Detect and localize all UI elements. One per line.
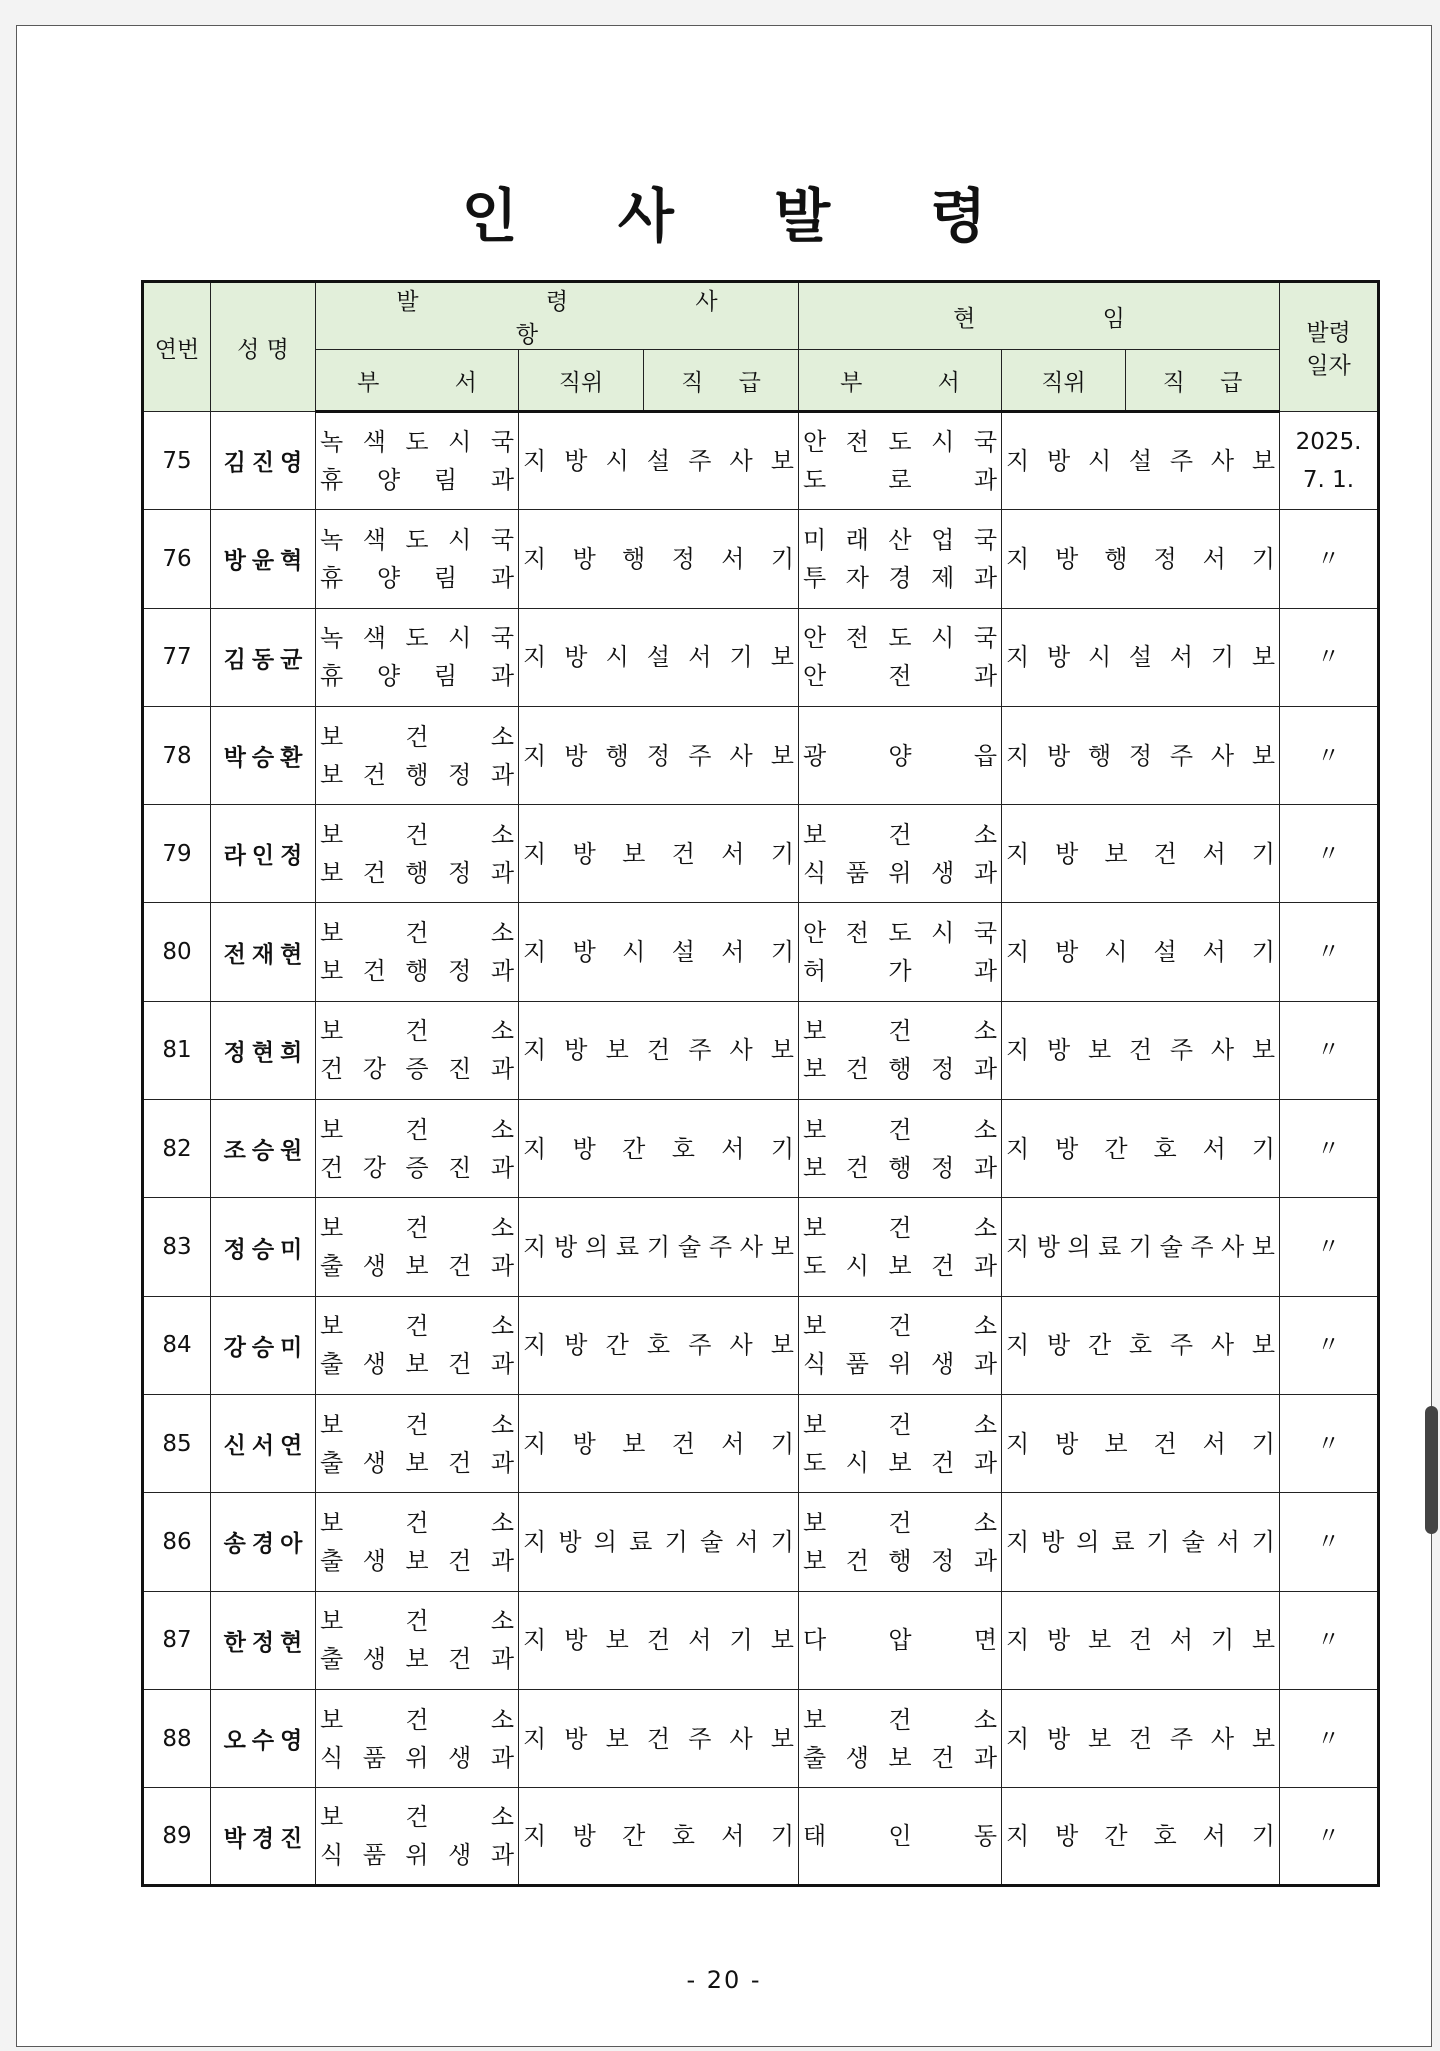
new-grade: 지 방 행 정 서 기 bbox=[523, 544, 794, 573]
cur-dept-cell bbox=[799, 1001, 1002, 1099]
cur-grade: 지 방 시 설 서 기 bbox=[1006, 938, 1275, 967]
cur-grade-cell bbox=[1002, 903, 1280, 1001]
header-cur-dept: 부 서 bbox=[799, 350, 1002, 412]
table-row bbox=[143, 510, 1379, 608]
ditto-mark: 〃 bbox=[1317, 1135, 1341, 1162]
cur-dept-line2: 보 건 행 정 과 bbox=[803, 1055, 998, 1084]
header-current: 현 임 bbox=[799, 282, 1280, 350]
new-grade-cell bbox=[519, 1001, 799, 1099]
order-date bbox=[1280, 1296, 1379, 1394]
cur-dept-line2: 도 로 과 bbox=[803, 466, 998, 495]
table-row bbox=[143, 1788, 1379, 1886]
new-grade-cell bbox=[519, 1296, 799, 1394]
page-title: 인 사 발 령 bbox=[461, 182, 1027, 250]
person-name: 정승미 bbox=[211, 1198, 316, 1296]
cur-dept-line2: 허 가 과 bbox=[803, 957, 998, 986]
new-dept-line1: 보 건 소 bbox=[320, 1214, 514, 1243]
ditto-mark: 〃 bbox=[1317, 1332, 1341, 1359]
new-grade: 지 방 시 설 서 기 보 bbox=[523, 643, 794, 672]
cur-dept-cell bbox=[799, 1788, 1002, 1886]
cur-grade: 지 방 보 건 서 기 bbox=[1006, 1429, 1275, 1458]
row-number: 84 bbox=[143, 1296, 211, 1394]
ditto-mark: 〃 bbox=[1317, 1430, 1341, 1457]
ditto-mark: 〃 bbox=[1317, 1037, 1341, 1064]
cur-grade: 지 방 간 호 주 사 보 bbox=[1006, 1331, 1276, 1360]
new-grade-cell bbox=[519, 1100, 799, 1198]
cur-dept-line1: 보 건 소 bbox=[803, 1508, 998, 1537]
new-grade: 지 방 간 호 주 사 보 bbox=[523, 1331, 794, 1360]
page-number: - 20 - bbox=[686, 1966, 762, 1994]
new-grade: 지 방 간 호 서 기 bbox=[523, 1822, 794, 1851]
ditto-mark: 〃 bbox=[1317, 1234, 1341, 1261]
cur-dept-cell bbox=[799, 1198, 1002, 1296]
cur-dept-line1: 다 압 면 bbox=[803, 1626, 998, 1655]
row-number: 88 bbox=[143, 1689, 211, 1787]
table-row bbox=[143, 1493, 1379, 1591]
header-new-dept: 부 서 bbox=[316, 350, 519, 412]
new-grade: 지 방 시 설 주 사 보 bbox=[523, 447, 794, 476]
table-row bbox=[143, 608, 1379, 706]
row-number: 76 bbox=[143, 510, 211, 608]
new-grade-cell bbox=[519, 1493, 799, 1591]
row-number: 77 bbox=[143, 608, 211, 706]
new-dept-line2: 출 생 보 건 과 bbox=[320, 1252, 514, 1281]
table-row bbox=[143, 412, 1379, 510]
new-dept-line2: 출 생 보 건 과 bbox=[320, 1448, 514, 1477]
cur-grade-cell bbox=[1002, 1198, 1280, 1296]
new-dept-cell bbox=[316, 706, 519, 804]
personnel-order-table bbox=[141, 280, 1380, 1887]
row-number: 87 bbox=[143, 1591, 211, 1689]
ditto-mark: 〃 bbox=[1317, 545, 1341, 572]
cur-grade-cell bbox=[1002, 1591, 1280, 1689]
cur-dept-cell bbox=[799, 608, 1002, 706]
cur-dept-cell bbox=[799, 1493, 1002, 1591]
order-date bbox=[1280, 1788, 1379, 1886]
ditto-mark: 〃 bbox=[1317, 1725, 1341, 1752]
new-dept-line2: 보 건 행 정 과 bbox=[320, 858, 514, 887]
new-grade-cell bbox=[519, 805, 799, 903]
row-number: 82 bbox=[143, 1100, 211, 1198]
person-name: 신서연 bbox=[211, 1394, 316, 1492]
cur-dept-line1: 보 건 소 bbox=[803, 1115, 998, 1144]
cur-dept-line1: 보 건 소 bbox=[803, 820, 998, 849]
new-dept-line2: 출 생 보 건 과 bbox=[320, 1546, 514, 1575]
ditto-mark: 〃 bbox=[1317, 1528, 1341, 1555]
cur-grade-cell bbox=[1002, 1493, 1280, 1591]
new-grade-cell bbox=[519, 1788, 799, 1886]
table-row bbox=[143, 903, 1379, 1001]
date-line2: 7. 1. bbox=[1302, 466, 1355, 493]
table-row bbox=[143, 1394, 1379, 1492]
new-dept-line2: 보 건 행 정 과 bbox=[320, 957, 514, 986]
header-cur-position: 직위 bbox=[1002, 350, 1126, 412]
new-grade-cell bbox=[519, 1198, 799, 1296]
new-grade: 지 방 보 건 서 기 bbox=[523, 1429, 794, 1458]
order-date bbox=[1280, 805, 1379, 903]
new-dept-line2: 휴 양 림 과 bbox=[320, 662, 514, 691]
new-grade: 지 방 보 건 서 기 bbox=[523, 839, 794, 868]
cur-dept-line1: 보 건 소 bbox=[803, 1705, 998, 1734]
new-dept-cell bbox=[316, 1100, 519, 1198]
header-cur-grade: 직 급 bbox=[1126, 350, 1280, 412]
order-date bbox=[1280, 903, 1379, 1001]
order-date bbox=[1280, 1493, 1379, 1591]
order-date bbox=[1280, 1198, 1379, 1296]
cur-grade: 지 방 행 정 서 기 bbox=[1006, 544, 1275, 573]
cur-grade-cell bbox=[1002, 412, 1280, 510]
new-grade-cell bbox=[519, 1591, 799, 1689]
new-grade: 지 방 시 설 서 기 bbox=[523, 938, 794, 967]
ditto-mark: 〃 bbox=[1317, 939, 1341, 966]
ditto-mark: 〃 bbox=[1317, 1627, 1341, 1654]
new-dept-line2: 식 품 위 생 과 bbox=[320, 1841, 514, 1870]
order-date bbox=[1280, 1100, 1379, 1198]
person-name: 송경아 bbox=[211, 1493, 316, 1591]
person-name: 오수영 bbox=[211, 1689, 316, 1787]
row-number: 75 bbox=[143, 412, 211, 510]
order-date bbox=[1280, 608, 1379, 706]
person-name: 박승환 bbox=[211, 706, 316, 804]
person-name: 정현희 bbox=[211, 1001, 316, 1099]
new-grade: 지 방 간 호 서 기 bbox=[523, 1134, 794, 1163]
order-date bbox=[1280, 1689, 1379, 1787]
new-dept-line2: 건 강 증 진 과 bbox=[320, 1153, 514, 1182]
header-date-line2: 일자 bbox=[1306, 353, 1351, 379]
new-grade-cell bbox=[519, 1394, 799, 1492]
order-date bbox=[1280, 510, 1379, 608]
order-date bbox=[1280, 706, 1379, 804]
new-dept-line1: 보 건 소 bbox=[320, 1312, 514, 1341]
cur-grade: 지 방 행 정 주 사 보 bbox=[1006, 741, 1276, 770]
new-dept-cell bbox=[316, 412, 519, 510]
person-name: 박경진 bbox=[211, 1788, 316, 1886]
table-row bbox=[143, 1001, 1379, 1099]
person-name: 한정현 bbox=[211, 1591, 316, 1689]
row-number: 85 bbox=[143, 1394, 211, 1492]
cur-dept-cell bbox=[799, 1100, 1002, 1198]
row-number: 81 bbox=[143, 1001, 211, 1099]
cur-dept-line1: 안 전 도 시 국 bbox=[803, 919, 998, 948]
header-no: 연번 bbox=[143, 282, 211, 412]
new-dept-line1: 보 건 소 bbox=[320, 1705, 514, 1734]
table-row bbox=[143, 706, 1379, 804]
order-date bbox=[1280, 1394, 1379, 1492]
ditto-mark: 〃 bbox=[1317, 644, 1341, 671]
person-name: 김진영 bbox=[211, 412, 316, 510]
cur-dept-line2: 투 자 경 제 과 bbox=[803, 563, 998, 592]
new-dept-line2: 건 강 증 진 과 bbox=[320, 1055, 514, 1084]
cur-grade-cell bbox=[1002, 706, 1280, 804]
order-date bbox=[1280, 1591, 1379, 1689]
cur-grade-cell bbox=[1002, 1100, 1280, 1198]
cur-dept-line1: 보 건 소 bbox=[803, 1312, 998, 1341]
cur-grade: 지 방 간 호 서 기 bbox=[1006, 1134, 1275, 1163]
new-grade-cell bbox=[519, 510, 799, 608]
row-number: 86 bbox=[143, 1493, 211, 1591]
new-grade: 지 방 의 료 기 술 서 기 bbox=[523, 1527, 794, 1556]
cur-dept-line1: 보 건 소 bbox=[803, 1017, 998, 1046]
new-dept-line1: 보 건 소 bbox=[320, 1017, 514, 1046]
cur-dept-line2: 보 건 행 정 과 bbox=[803, 1153, 998, 1182]
new-dept-line2: 보 건 행 정 과 bbox=[320, 760, 514, 789]
cur-dept-cell bbox=[799, 903, 1002, 1001]
table-row bbox=[143, 1296, 1379, 1394]
cur-dept-line1: 광 양 읍 bbox=[803, 741, 998, 770]
cur-dept-line2: 안 전 과 bbox=[803, 662, 998, 691]
new-dept-line1: 보 건 소 bbox=[320, 1115, 514, 1144]
new-grade-cell bbox=[519, 608, 799, 706]
scrollbar-thumb[interactable] bbox=[1425, 1406, 1438, 1534]
new-grade: 지 방 의 료 기 술 주 사 보 bbox=[523, 1233, 794, 1262]
header-new-grade: 직 급 bbox=[644, 350, 799, 412]
cur-grade-cell bbox=[1002, 1001, 1280, 1099]
new-dept-cell bbox=[316, 1394, 519, 1492]
date-line1: 2025. bbox=[1295, 428, 1362, 455]
new-dept-line2: 휴 양 림 과 bbox=[320, 563, 514, 592]
ditto-mark: 〃 bbox=[1317, 742, 1341, 769]
new-dept-line1: 보 건 소 bbox=[320, 919, 514, 948]
cur-grade: 지 방 시 설 서 기 보 bbox=[1006, 643, 1276, 672]
ditto-mark: 〃 bbox=[1317, 1823, 1341, 1850]
cur-grade-cell bbox=[1002, 805, 1280, 903]
cur-dept-line2: 식 품 위 생 과 bbox=[803, 858, 998, 887]
row-number: 78 bbox=[143, 706, 211, 804]
new-grade-cell bbox=[519, 1689, 799, 1787]
cur-grade: 지 방 의 료 기 술 주 사 보 bbox=[1006, 1233, 1275, 1262]
cur-grade-cell bbox=[1002, 608, 1280, 706]
new-dept-cell bbox=[316, 805, 519, 903]
table-row bbox=[143, 1100, 1379, 1198]
cur-grade: 지 방 보 건 주 사 보 bbox=[1006, 1724, 1276, 1753]
cur-grade: 지 방 시 설 주 사 보 bbox=[1006, 447, 1276, 476]
cur-grade: 지 방 보 건 서 기 bbox=[1006, 839, 1275, 868]
new-dept-cell bbox=[316, 608, 519, 706]
new-grade: 지 방 보 건 서 기 보 bbox=[523, 1626, 794, 1655]
cur-dept-cell bbox=[799, 706, 1002, 804]
new-dept-line1: 녹 색 도 시 국 bbox=[320, 525, 514, 554]
cur-dept-cell bbox=[799, 1394, 1002, 1492]
cur-dept-line2: 출 생 보 건 과 bbox=[803, 1743, 998, 1772]
person-name: 방윤혁 bbox=[211, 510, 316, 608]
ditto-mark: 〃 bbox=[1317, 840, 1341, 867]
new-dept-line2: 휴 양 림 과 bbox=[320, 466, 514, 495]
cur-grade: 지 방 간 호 서 기 bbox=[1006, 1822, 1275, 1851]
person-name: 강승미 bbox=[211, 1296, 316, 1394]
row-number: 79 bbox=[143, 805, 211, 903]
person-name: 라인정 bbox=[211, 805, 316, 903]
new-dept-cell bbox=[316, 903, 519, 1001]
cur-dept-cell bbox=[799, 510, 1002, 608]
new-dept-line1: 보 건 소 bbox=[320, 1607, 514, 1636]
new-dept-line1: 녹 색 도 시 국 bbox=[320, 428, 514, 457]
person-name: 김동균 bbox=[211, 608, 316, 706]
cur-dept-line1: 안 전 도 시 국 bbox=[803, 428, 998, 457]
row-number: 89 bbox=[143, 1788, 211, 1886]
new-dept-cell bbox=[316, 1788, 519, 1886]
cur-dept-line2: 식 품 위 생 과 bbox=[803, 1350, 998, 1379]
new-dept-cell bbox=[316, 1591, 519, 1689]
cur-grade-cell bbox=[1002, 1689, 1280, 1787]
new-dept-cell bbox=[316, 1493, 519, 1591]
header-order: 발 령 사 항 bbox=[316, 282, 799, 350]
new-grade-cell bbox=[519, 412, 799, 510]
new-dept-line2: 출 생 보 건 과 bbox=[320, 1350, 514, 1379]
new-dept-line2: 출 생 보 건 과 bbox=[320, 1645, 514, 1674]
cur-dept-line2: 도 시 보 건 과 bbox=[803, 1252, 998, 1281]
person-name: 전재현 bbox=[211, 903, 316, 1001]
cur-dept-line1: 보 건 소 bbox=[803, 1410, 998, 1439]
new-grade: 지 방 보 건 주 사 보 bbox=[523, 1036, 794, 1065]
new-dept-cell bbox=[316, 1001, 519, 1099]
header-new-position: 직위 bbox=[519, 350, 644, 412]
new-dept-cell bbox=[316, 1198, 519, 1296]
person-name: 조승원 bbox=[211, 1100, 316, 1198]
cur-grade-cell bbox=[1002, 510, 1280, 608]
new-dept-line1: 녹 색 도 시 국 bbox=[320, 624, 514, 653]
new-dept-line1: 보 건 소 bbox=[320, 722, 514, 751]
header-name: 성 명 bbox=[211, 282, 316, 412]
new-dept-line1: 보 건 소 bbox=[320, 1410, 514, 1439]
cur-grade: 지 방 의 료 기 술 서 기 bbox=[1006, 1527, 1275, 1556]
cur-dept-line1: 태 인 동 bbox=[803, 1822, 998, 1851]
document-page bbox=[16, 25, 1432, 2047]
cur-dept-cell bbox=[799, 1591, 1002, 1689]
new-grade: 지 방 보 건 주 사 보 bbox=[523, 1724, 794, 1753]
new-dept-cell bbox=[316, 1689, 519, 1787]
cur-dept-line2: 보 건 행 정 과 bbox=[803, 1546, 998, 1575]
cur-grade-cell bbox=[1002, 1296, 1280, 1394]
cur-dept-cell bbox=[799, 1296, 1002, 1394]
row-number: 83 bbox=[143, 1198, 211, 1296]
new-dept-cell bbox=[316, 510, 519, 608]
new-dept-line1: 보 건 소 bbox=[320, 1803, 514, 1832]
cur-grade: 지 방 보 건 서 기 보 bbox=[1006, 1626, 1276, 1655]
cur-grade-cell bbox=[1002, 1394, 1280, 1492]
cur-dept-line1: 미 래 산 업 국 bbox=[803, 525, 998, 554]
order-date bbox=[1280, 412, 1379, 510]
new-grade: 지 방 행 정 주 사 보 bbox=[523, 741, 794, 770]
header-date bbox=[1280, 282, 1379, 412]
new-dept-line1: 보 건 소 bbox=[320, 1508, 514, 1537]
cur-dept-line2: 도 시 보 건 과 bbox=[803, 1448, 998, 1477]
table-row bbox=[143, 805, 1379, 903]
new-dept-cell bbox=[316, 1296, 519, 1394]
new-grade-cell bbox=[519, 903, 799, 1001]
cur-grade: 지 방 보 건 주 사 보 bbox=[1006, 1036, 1276, 1065]
table-row bbox=[143, 1689, 1379, 1787]
new-dept-line1: 보 건 소 bbox=[320, 820, 514, 849]
cur-dept-line1: 안 전 도 시 국 bbox=[803, 624, 998, 653]
cur-grade-cell bbox=[1002, 1788, 1280, 1886]
table-row bbox=[143, 1591, 1379, 1689]
cur-dept-cell bbox=[799, 805, 1002, 903]
header-date-line1: 발령 bbox=[1306, 320, 1351, 346]
order-date bbox=[1280, 1001, 1379, 1099]
cur-dept-cell bbox=[799, 1689, 1002, 1787]
cur-dept-cell bbox=[799, 412, 1002, 510]
cur-dept-line1: 보 건 소 bbox=[803, 1214, 998, 1243]
table-row bbox=[143, 1198, 1379, 1296]
new-dept-line2: 식 품 위 생 과 bbox=[320, 1743, 514, 1772]
row-number: 80 bbox=[143, 903, 211, 1001]
new-grade-cell bbox=[519, 706, 799, 804]
